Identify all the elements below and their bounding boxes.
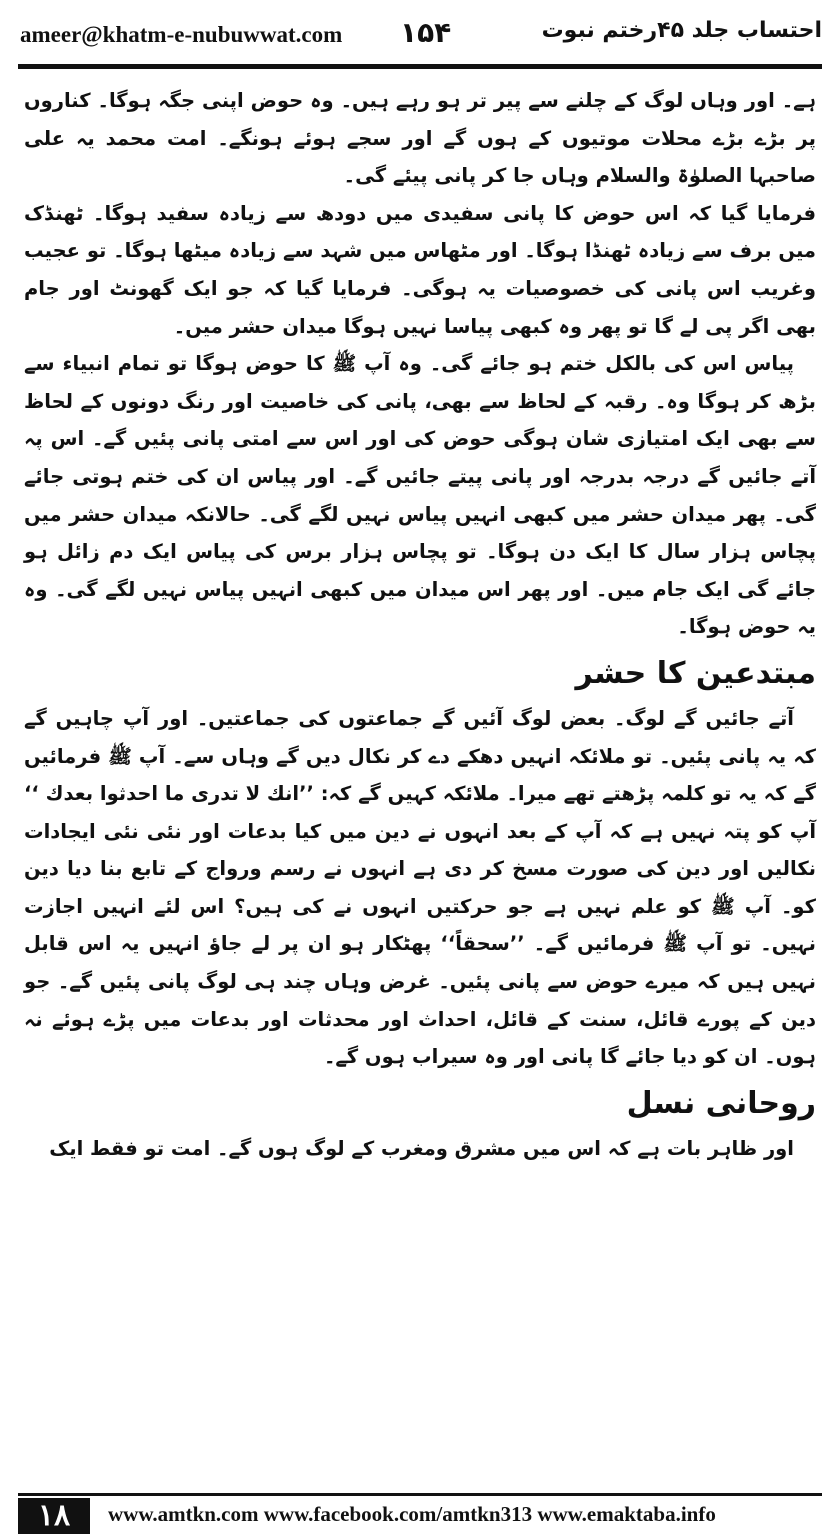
page-header xyxy=(20,14,822,58)
header-book-title: احتساب جلد ۴۵رختم نبوت xyxy=(541,18,822,43)
page-footer xyxy=(18,1498,822,1534)
header-page-number: ۱۵۴ xyxy=(400,16,452,49)
page-content xyxy=(24,82,816,1167)
paragraph: ہے۔ اور وہاں لوگ کے چلنے سے پیر تر ہو رہے ہیں۔ وہ حوض اپنی جگہ ہوگا۔ کناروں پر بڑے بڑے محلات موتیوں کے ہوں گے اور سجے ہوئے ہونگے۔ امت محمد یہ علی صاحبہا الصلوٰۃ والسلام وہاں جا کر پانی پیئے گی۔ xyxy=(24,89,816,188)
footer-page-number: ۱۸ xyxy=(18,1498,90,1534)
section-heading: روحانی نسل xyxy=(626,1085,816,1121)
section-heading: مبتدعین کا حشر xyxy=(575,655,816,691)
footer-links[interactable]: www.amtkn.com www.facebook.com/amtkn313 www.emaktaba.info xyxy=(108,1502,716,1526)
paragraph: اور ظاہر بات ہے کہ اس میں مشرق ومغرب کے لوگ ہوں گے۔ امت تو فقط ایک xyxy=(49,1136,794,1160)
header-email: ameer@khatm-e-nubuwwat.com xyxy=(20,22,343,47)
header-rule xyxy=(18,64,822,69)
paragraph: فرمایا گیا کہ اس حوض کا پانی سفیدی میں دودھ سے زیادہ سفید ہوگا۔ ٹھنڈک میں برف سے زیادہ ٹھنڈا ہوگا۔ اور مٹھاس میں شہد سے زیادہ میٹھا ہوگا۔ تو عجیب وغریب اس پانی کی خصوصیات یہ ہوگی۔ فرمایا گیا کہ جو ایک گھونٹ اور جام بھی اگر پی لے گا تو پھر وہ کبھی پیاسا نہیں ہوگا میدان حشر میں۔ xyxy=(24,201,816,338)
paragraph: آتے جائیں گے لوگ۔ بعض لوگ آئیں گے جماعتوں کی جماعتیں۔ اور آپ چاہیں گے کہ یہ پانی پئیں۔ تو ملائکہ انہیں دھکے دے کر نکال دیں گے وہاں سے۔ آپ ﷺ فرمائیں گے کہ یہ تو کلمہ پڑھتے تھے میرا۔ ملائکہ کہیں گے کہ: ’’انك لا تدری ما احدثوا بعدك ‘‘ آپ کو پتہ نہیں ہے کہ آپ کے بعد انہوں نے دین میں کیا بدعات اور نئی نئی ایجادات نکالیں اور دین کی صورت مسخ کر دی ہے انہوں نے رسم ورواج کے تابع بنا دیا دین کو۔ آپ ﷺ کو علم نہیں ہے جو حرکتیں انہوں نے کی ہیں؟ اس لئے انہیں اجازت نہیں۔ تو آپ ﷺ فرمائیں گے۔ ’’سحقاً‘‘ پھٹکار ہو ان پر لے جاؤ انہیں یہ اس قابل نہیں ہیں کہ میرے حوض سے پانی پئیں۔ غرض وہاں چند ہی لوگ پانی پئیں گے۔ جو دین کے پورے قائل، سنت کے قائل، احداث اور محدثات اور بدعات میں پڑے ہوئے نہ ہوں۔ ان کو دیا جائے گا پانی اور وہ سیراب ہوں گے۔ xyxy=(24,706,816,1069)
footer-rule xyxy=(18,1493,822,1496)
paragraph: پیاس اس کی بالکل ختم ہو جائے گی۔ وہ آپ ﷺ کا حوض ہوگا تو تمام انبیاء سے بڑھ کر ہوگا وہ۔ رقبہ کے لحاظ سے بھی، پانی کی خاصیت اور رنگ دونوں کے لحاظ سے بھی ایک امتیازی شان ہوگی حوض کی اور اس سے امتی پانی پئیں گے۔ اس پہ آتے جائیں گے درجہ بدرجہ اور پانی پیتے جائیں گے۔ اور پیاس ان کی ختم ہوتی جائے گی۔ پھر میدان حشر میں کبھی انہیں پیاس نہیں لگے گی۔ حالانکہ میدان حشر میں پچاس ہزار سال کا ایک دن ہوگا۔ تو پچاس ہزار برس کی پیاس ایک دم زائل ہو جائے گی ایک جام میں۔ اور پھر اس میدان میں کبھی انہیں پیاس نہیں لگے گی۔ وہ یہ حوض ہوگا۔ xyxy=(24,352,816,639)
